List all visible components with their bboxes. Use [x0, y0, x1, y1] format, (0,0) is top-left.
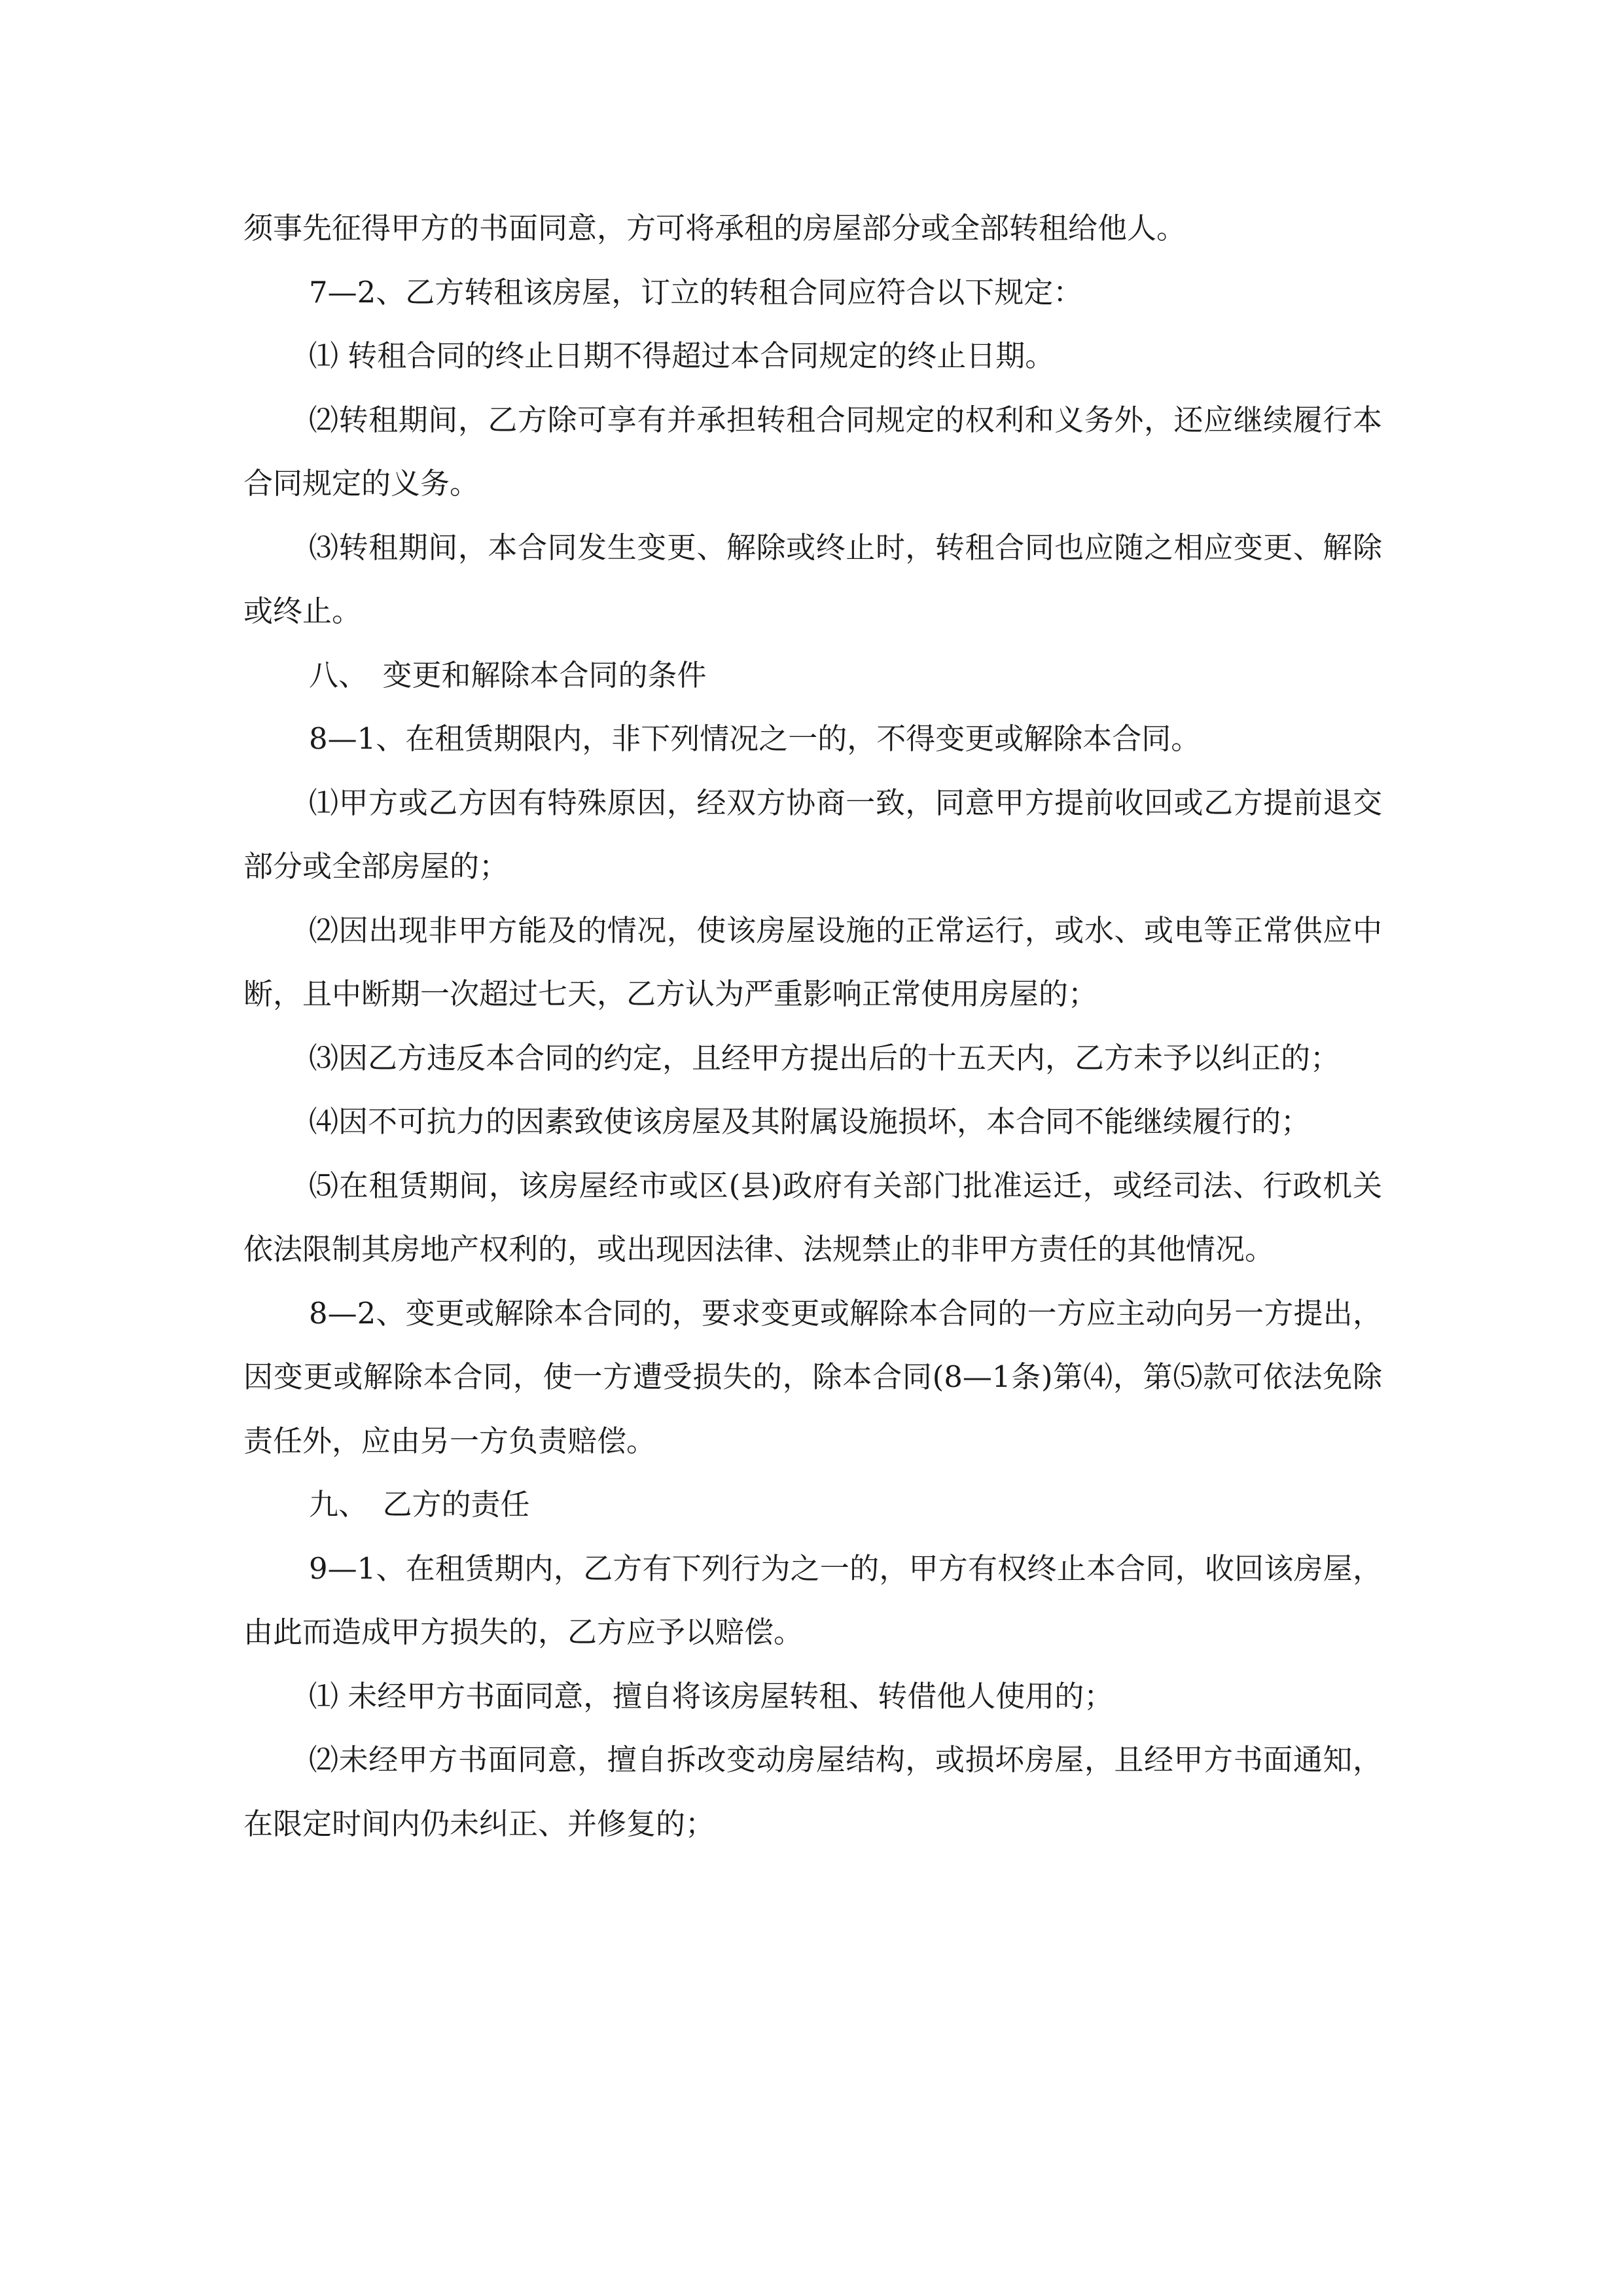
- clause-9-1-item-2: ⑵未经甲方书面同意，擅自拆改变动房屋结构，或损坏房屋，且经甲方书面通知，在限定时间内仍未纠正、并修复的；: [243, 1742, 1382, 1841]
- clause-7-2: 7—2、乙方转租该房屋，订立的转租合同应符合以下规定：: [309, 274, 1083, 310]
- clause-9-1-item-1: ⑴ 未经甲方书面同意，擅自将该房屋转租、转借他人使用的；: [309, 1678, 1114, 1713]
- clause-8-1: 8—1、在租赁期限内，非下列情况之一的，不得变更或解除本合同。: [309, 721, 1201, 756]
- clause-7-2-item-1: ⑴ 转租合同的终止日期不得超过本合同规定的终止日期。: [309, 338, 1055, 373]
- clause-9-1: 9—1、在租赁期内，乙方有下列行为之一的，甲方有权终止本合同，收回该房屋，由此而造成甲方损失的，乙方应予以赔偿。: [243, 1551, 1382, 1649]
- paragraph-subletting-consent-continued: 须事先征得甲方的书面同意，方可将承租的房屋部分或全部转租给他人。: [243, 211, 1186, 245]
- clause-7-2-item-2: ⑵转租期间，乙方除可享有并承担转租合同规定的权利和义务外，还应继续履行本合同规定的义务。: [243, 402, 1382, 501]
- document-body: [243, 196, 1382, 1856]
- clause-8-2: 8—2、变更或解除本合同的，要求变更或解除本合同的一方应主动向另一方提出，因变更或解除本合同，使一方遭受损失的，除本合同(8—1条)第⑷，第⑸款可依法免除责任外，应由另一方负责赔偿。: [243, 1295, 1382, 1458]
- clause-8-1-item-5: ⑸在租赁期间，该房屋经市或区(县)政府有关部门批准运迁，或经司法、行政机关依法限制其房地产权利的，或出现因法律、法规禁止的非甲方责任的其他情况。: [243, 1168, 1382, 1266]
- clause-8-1-item-3: ⑶因乙方违反本合同的约定，且经甲方提出后的十五天内，乙方未予以纠正的；: [309, 1040, 1340, 1075]
- clause-8-1-item-1: ⑴甲方或乙方因有特殊原因，经双方协商一致，同意甲方提前收回或乙方提前退交部分或全部房屋的；: [243, 785, 1382, 884]
- clause-8-1-item-4: ⑷因不可抗力的因素致使该房屋及其附属设施损坏，本合同不能继续履行的；: [309, 1104, 1311, 1139]
- section-9-heading: 九、 乙方的责任: [309, 1487, 530, 1522]
- clause-7-2-item-3: ⑶转租期间，本合同发生变更、解除或终止时，转租合同也应随之相应变更、解除或终止。: [243, 529, 1382, 628]
- clause-8-1-item-2: ⑵因出现非甲方能及的情况，使该房屋设施的正常运行，或水、或电等正常供应中断，且中断期一次超过七天，乙方认为严重影响正常使用房屋的；: [243, 912, 1382, 1011]
- section-8-heading: 八、 变更和解除本合同的条件: [309, 657, 707, 692]
